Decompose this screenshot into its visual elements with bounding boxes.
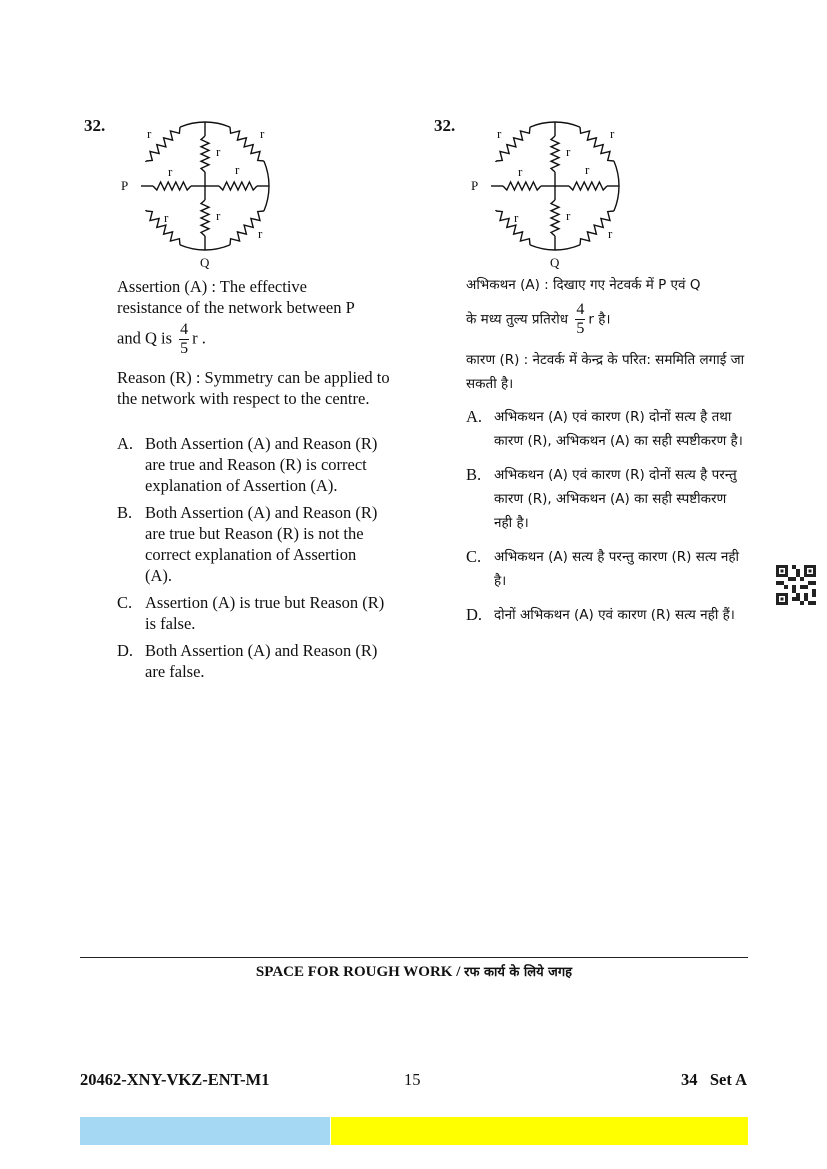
- resistor-spoke-bottom: [551, 200, 559, 236]
- footer-bar-yellow: [331, 1117, 748, 1145]
- option-text: अभिकथन (A) एवं कारण (R) दोनों सत्य है परन्तु कारण (R), अभिकथन (A) का सही स्पष्टीकरण नही है।: [494, 467, 737, 531]
- options-hi: [466, 405, 748, 637]
- resistor-label: r: [164, 210, 169, 225]
- resistor-label: r: [514, 210, 519, 225]
- assertion-hi-line-2-suffix: r है।: [588, 311, 611, 328]
- assertion-line-2: resistance of the network between P: [117, 298, 355, 317]
- resistor-label: r: [235, 162, 240, 177]
- option-text: Both Assertion (A) and Reason (R) are true but Reason (R) is not the correct explanation of Assertion (A).: [145, 503, 378, 585]
- resistor-label: r: [610, 126, 615, 141]
- option-d-hi[interactable]: [466, 603, 748, 627]
- option-text: दोनों अभिकथन (A) एवं कारण (R) सत्य नही हैं।: [494, 607, 735, 623]
- fraction-denominator-hi: 5: [576, 320, 585, 337]
- qr-code-icon: [776, 565, 816, 605]
- reason-hi: कारण (R) : नेटवर्क में केन्द्र के परित: सममिति लगाई जा सकती है।: [466, 352, 745, 392]
- resistor-label: r: [258, 226, 263, 241]
- option-text: अभिकथन (A) एवं कारण (R) दोनों सत्य है तथा कारण (R), अभिकथन (A) का सही स्पष्टीकरण है।: [494, 409, 743, 449]
- resistor-label: r: [585, 162, 590, 177]
- circuit-diagram-en: [112, 116, 282, 274]
- resistor-spoke-right: [569, 182, 607, 190]
- resistor-spoke-bottom: [201, 200, 209, 236]
- option-text: Both Assertion (A) and Reason (R) are true and Reason (R) is correct explanation of Assertion (A).: [145, 434, 378, 495]
- option-label: C.: [117, 593, 133, 612]
- resistor-label: r: [216, 208, 221, 223]
- terminal-label-p: P: [121, 178, 129, 193]
- question-number-en: 32.: [84, 116, 106, 135]
- resistor-spoke-left: [153, 182, 191, 190]
- option-text: Both Assertion (A) and Reason (R) are false.: [145, 641, 378, 681]
- options-en: [117, 433, 387, 688]
- resistor-spoke-right: [219, 182, 257, 190]
- terminal-label-q: Q: [200, 255, 210, 270]
- resistor-spoke-left: [503, 182, 541, 190]
- option-b-hi[interactable]: [466, 463, 748, 535]
- fraction-denominator: 5: [180, 340, 189, 357]
- option-label: B.: [117, 503, 133, 522]
- assertion-line-3-text: and Q is: [117, 328, 172, 348]
- assertion-en: [117, 276, 402, 358]
- option-c-en[interactable]: [117, 592, 387, 634]
- set-label: 34 Set A: [681, 1070, 747, 1089]
- resistor-label: r: [216, 144, 221, 159]
- terminal-label-p: P: [471, 178, 479, 193]
- option-label: A.: [466, 407, 483, 426]
- assertion-line-3-suffix: r .: [192, 328, 206, 348]
- fraction-numerator: 4: [180, 321, 189, 338]
- fraction-numerator-hi: 4: [576, 301, 585, 318]
- option-a-hi[interactable]: [466, 405, 748, 453]
- resistor-spoke-top: [201, 136, 209, 172]
- assertion-line-3: [117, 321, 402, 358]
- fraction-hi: [575, 301, 585, 338]
- assertion-hi: [466, 273, 756, 338]
- assertion-hi-line-2-text: के मध्य तुल्य प्रतिरोध: [466, 311, 569, 328]
- question-number-hi: 32.: [434, 116, 456, 135]
- option-label: D.: [117, 641, 134, 660]
- assertion-line-1: Assertion (A) : The effective: [117, 277, 307, 296]
- resistor-outer: [580, 127, 614, 161]
- resistor-label: r: [497, 126, 502, 141]
- option-text: अभिकथन (A) सत्य है परन्तु कारण (R) सत्य नही है।: [494, 549, 740, 589]
- option-d-en[interactable]: [117, 640, 387, 682]
- circuit-diagram-hi: [462, 116, 632, 274]
- page-number: 15: [404, 1070, 421, 1089]
- option-label: C.: [466, 547, 482, 566]
- resistor-spoke-top: [551, 136, 559, 172]
- resistor-label: r: [566, 208, 571, 223]
- option-c-hi[interactable]: [466, 545, 748, 593]
- resistor-label: r: [260, 126, 265, 141]
- resistor-label: r: [147, 126, 152, 141]
- rough-work-heading: [80, 962, 748, 981]
- resistor-label: r: [566, 144, 571, 159]
- rough-work-hindi: रफ कार्य के लिये जगह: [464, 965, 573, 980]
- paper-code: 20462-XNY-VKZ-ENT-M1: [80, 1070, 270, 1089]
- fraction: [179, 321, 189, 358]
- reason-en: Reason (R) : Symmetry can be applied to the network with respect to the centre.: [117, 368, 390, 408]
- resistor-outer: [230, 127, 264, 161]
- option-label: A.: [117, 434, 134, 453]
- assertion-hi-line-2: [466, 301, 756, 338]
- option-label: D.: [466, 605, 483, 624]
- resistor-label: r: [518, 164, 523, 179]
- footer-bar-blue: [80, 1117, 330, 1145]
- rough-work-english: SPACE FOR ROUGH WORK /: [255, 964, 465, 980]
- option-a-en[interactable]: [117, 433, 387, 496]
- rough-work-divider: [80, 957, 748, 958]
- resistor-label: r: [608, 226, 613, 241]
- option-label: B.: [466, 465, 482, 484]
- resistor-label: r: [168, 164, 173, 179]
- option-b-en[interactable]: [117, 502, 387, 586]
- terminal-label-q: Q: [550, 255, 560, 270]
- assertion-hi-line-1: अभिकथन (A) : दिखाए गए नेटवर्क में P एवं Q: [466, 277, 701, 293]
- option-text: Assertion (A) is true but Reason (R) is false.: [145, 593, 385, 633]
